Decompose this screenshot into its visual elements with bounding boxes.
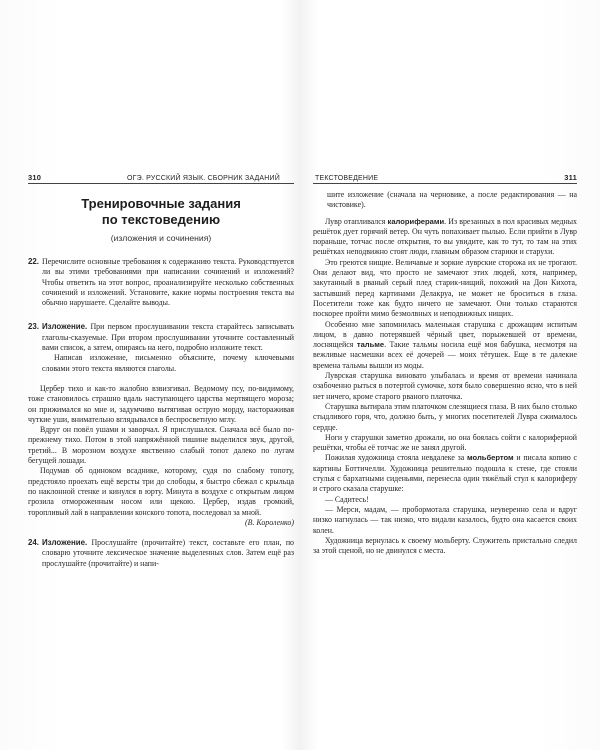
left-running-head [28, 170, 294, 184]
louvre-paragraph-2: Это греются нищие. Величавые и зоркие луврские сторожа их не трогают. Они делают вид, что просто не замечают этих людей, хотя, например, закутанный в рваный серый плед старик-нищий, похожий на Дон Кихота, застывший перед картинами Делакруа, не может не броситься в глаза. Посетители тоже как будто ничего не замечают. Они только стараются поскорее пройти мимо безмолвных и неподвижных нищих. [313, 257, 577, 319]
keyword-kaloriferami: калориферами [387, 216, 445, 226]
louvre-p3-pre: Особенно мне запомнилась маленькая старушка с дрожащим испитым лицом, в давно потерявшей чёрный цвет, порыжевшей от времени, лоснящейся [313, 319, 577, 350]
task-24-body: Прослушайте (прочитайте) текст, составьте его план, по словарю уточните лексическое значение выделенных слов. Затем ещё раз прослушайте (прочитайте) и напи- [42, 538, 294, 568]
task-24-number: 24. [28, 538, 39, 548]
louvre-p1-post: . Из врезанных в пол красивых медных решёток дует горячий ветер. Он чуть попахивает пылью. Если прийти в Лувр пораньше, тотчас после открытия, то вы увидите, как то тут, то там на этих решётках неподвижно стоят люди, главным образом старики и старухи. [313, 216, 577, 257]
left-page [28, 170, 294, 569]
louvre-p7-pre: Пожилая художница стояла невдалеке за [325, 453, 467, 463]
story-paragraph-3: Подумав об одиноком всаднике, которому, судя по слабому топоту, предстояло проехать ещё версты три до слободы, я быстро сбежал с крыльца по наклонной стенке и кинулся в юрту. Минута в воздухе с открытым лицом грозила отмороженным носом или щекою. Цербер, издав громкий, торопливый лай в направлении конского топота, последовал за мной. [28, 466, 294, 517]
louvre-dialogue-1: — Садитесь! [325, 494, 369, 504]
section-subtitle: (изложения и сочинения) [110, 233, 212, 243]
louvre-paragraph-5: Старушка вытирала этим платочком слезящиеся глаза. В них было столько стыдливого горя, что, должно быть, у многих посетителей Лувра сжималось сердце. [313, 401, 577, 432]
task-23 [28, 322, 294, 373]
story-author: (В. Короленко) [245, 517, 294, 527]
task-23-text [42, 322, 294, 353]
louvre-p7-post: и писала копию с картины Боттичелли. Художница решительно подошла к стене, где стояли стулья с бархатными сиденьями, перенесла один тяжёлый стул к калориферу и строго сказала старушке: [313, 453, 578, 494]
task-23-number: 23. [28, 322, 39, 332]
louvre-p1-pre: Лувр отапливался [325, 216, 388, 226]
task-24-label: Изложение. [42, 538, 88, 548]
keyword-talme: тальме [356, 340, 385, 350]
right-page [313, 170, 577, 556]
task-24 [28, 538, 294, 569]
left-page-number: 310 [28, 173, 42, 182]
task-23-label: Изложение. [42, 322, 88, 332]
left-running-title: ОГЭ. РУССКИЙ ЯЗЫК. СБОРНИК ЗАДАНИЙ [126, 175, 280, 182]
task-24-continuation: шите изложение (сначала на черновике, а после редактирования — на чистовике). [327, 190, 577, 210]
louvre-paragraph-7 [313, 453, 577, 494]
louvre-p3-post: . Такие тальмы носила ещё моя бабушка, несмотря на вежливые насмешки всех её дочерей — моих тётушек. Еще в те далекие времена тальмы вышли из моды. [313, 340, 577, 370]
section-title-line2: по текстоведению [101, 211, 221, 227]
task-23-body: При первом прослушивании текста старайтесь записывать глаголы-сказуемые. При втором прослушивании уточните составленный вами список, а затем, опираясь на него, подробно изложите текст. [42, 322, 294, 353]
task-22-text: Перечислите основные требования к содержанию текста. Руководствуется ли вы этими требованиями при написании сочинений и изложений? Чтобы ответить на этот вопрос, проанализируйте несколько собственных сочинений и изложений. Установите, какие нормы построения текста вы обычно нарушаете. Сделайте выводы. [42, 257, 294, 308]
louvre-paragraph-4: Луврская старушка виновато улыбалась и время от времени начинала озабоченно рыться в потертой сумочке, хотя было совершенно ясно, что в ней нет ничего, кроме старого рваного платочка. [313, 371, 577, 401]
keyword-molbertom: мольбертом [466, 453, 514, 463]
story-paragraph-1: Цербер тихо и как-то жалобно взвизгивал. Ведомому псу, по-видимому, тоже становилось страшно вдаль наступающего царства мертвящего мороза; он прижимался ко мне и, задумчиво вытягивая острую морду, настораживая чуткие уши, внимательно вглядывался в беспросветную мглу. [28, 383, 294, 424]
right-running-title: ТЕКСТОВЕДЕНИЕ [315, 175, 379, 182]
louvre-paragraph-3 [313, 320, 577, 371]
task-22 [28, 257, 294, 308]
right-page-number: 311 [564, 173, 577, 182]
task-23-note: Написав изложение, письменно объясните, почему ключевыми словами этого текста являются глаголы. [42, 353, 294, 373]
section-title [28, 196, 294, 227]
louvre-paragraph-8: Художница вернулась к своему мольберту. Служитель пристально следил за этой сценой, но не двинулся с места. [313, 535, 577, 556]
louvre-paragraph-6: Ноги у старушки заметно дрожали, но она боялась сойти с калориферной решётки, чтобы её тотчас же не занял другой. [313, 432, 577, 453]
story-paragraph-2: Вдруг он повёл ушами и заворчал. Я прислушался. Сначала всё было по-прежнему тихо. Потом в этой напряжённой тишине выделился звук, другой, третий... В морозном воздухе явственно слабый топот далеко по лугам бегущей лошади. [28, 425, 294, 466]
louvre-dialogue-2: — Мерси, мадам, — пробормотала старушка, неуверенно села и вдруг низко нагнулась — так низко, что видали казалось, будто она касается своих колен. [313, 504, 577, 535]
task-22-number: 22. [28, 257, 39, 266]
right-running-head [313, 170, 577, 184]
task-24-text [42, 538, 294, 569]
section-title-line1: Тренировочные задания [81, 196, 241, 211]
louvre-paragraph-1 [313, 217, 577, 258]
